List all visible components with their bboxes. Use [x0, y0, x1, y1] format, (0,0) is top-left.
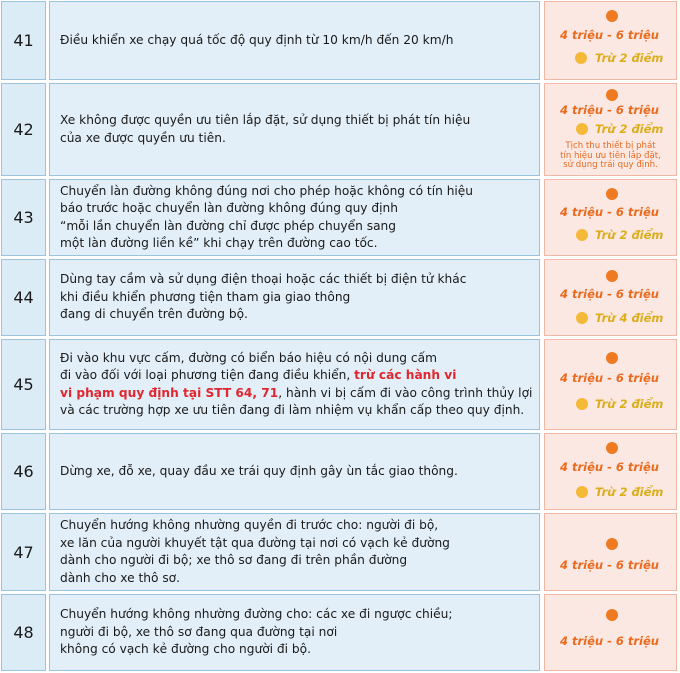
description-text-end: , hành vi bị cấm đi vào công trình thủy lợi và các trường hợp xe ưu tiên đang đi làm nhiệm vụ khẩn cấp theo quy định. — [60, 385, 533, 417]
description-text: Xe không được quyền ưu tiên lắp đặt, sử dụng thiết bị phát tín hiệu của xe được quyền ưu tiên. — [60, 113, 471, 145]
penalty-cell — [544, 594, 677, 671]
points-dot-icon — [576, 398, 588, 410]
table-row — [0, 83, 680, 176]
row-number: 43 — [1, 179, 46, 256]
penalty-cell — [544, 83, 677, 176]
points-deduction: Trừ 2 điểm — [595, 397, 664, 411]
row-number: 44 — [1, 259, 46, 336]
fine-dot-icon — [606, 352, 618, 364]
violation-description — [49, 259, 540, 336]
fine-amount: 4 triệu - 6 triệu — [560, 28, 659, 42]
penalty-cell — [544, 513, 677, 591]
row-number: 41 — [1, 1, 46, 80]
table-row — [0, 259, 680, 336]
table-row — [0, 1, 680, 80]
violation-description — [49, 1, 540, 80]
penalty-cell — [544, 433, 677, 510]
row-number: 48 — [1, 594, 46, 671]
confiscation-note: Tịch thu thiết bị phát tín hiệu ưu tiên lắp đặt, sử dụng trái quy định. — [560, 141, 661, 170]
highlighted-exception-text: trừ các hành vi vi phạm quy định tại STT 64, 71 — [60, 368, 457, 400]
violation-description — [49, 513, 540, 591]
description-text: Dừng xe, đỗ xe, quay đầu xe trái quy định gây ùn tắc giao thông. — [60, 463, 458, 478]
points-dot-icon — [576, 229, 588, 241]
description-text: Chuyển hướng không nhường đường cho: các xe đi ngược chiều; người đi bộ, xe thô sơ đang qua đường tại nơi không có vạch kẻ đường cho người đi bộ. — [60, 607, 453, 657]
points-deduction: Trừ 4 điểm — [595, 311, 664, 325]
table-row — [0, 433, 680, 510]
fine-amount: 4 triệu - 6 triệu — [560, 634, 659, 648]
violation-description — [49, 83, 540, 176]
description-text: Dùng tay cầm và sử dụng điện thoại hoặc các thiết bị điện tử khác khi điều khiển phương tiện tham gia giao thông đang di chuyển trên đường bộ. — [60, 272, 467, 322]
violation-description — [49, 179, 540, 256]
points-dot-icon — [576, 312, 588, 324]
fine-amount: 4 triệu - 6 triệu — [560, 287, 659, 301]
points-deduction: Trừ 2 điểm — [595, 228, 664, 242]
fine-amount: 4 triệu - 6 triệu — [560, 103, 659, 117]
points-deduction: Trừ 2 điểm — [595, 51, 664, 65]
description-text-start: Đi vào khu vực cấm, đường có biển báo hiệu có nội dung cấm đi vào đối với loại phương tiện đang điều khiển, — [60, 350, 437, 382]
fine-amount: 4 triệu - 6 triệu — [560, 460, 659, 474]
row-number: 42 — [1, 83, 46, 176]
points-deduction: Trừ 2 điểm — [595, 122, 664, 136]
table-row — [0, 513, 680, 591]
penalty-cell — [544, 179, 677, 256]
points-dot-icon — [576, 123, 588, 135]
points-dot-icon — [575, 52, 587, 64]
fine-dot-icon — [606, 609, 618, 621]
fine-amount: 4 triệu - 6 triệu — [560, 558, 659, 572]
fine-amount: 4 triệu - 6 triệu — [560, 371, 659, 385]
violation-description — [49, 594, 540, 671]
description-text: Chuyển hướng không nhường quyền đi trước cho: người đi bộ, xe lăn của người khuyết tật qua đường tại nơi có vạch kẻ đường dành cho người đi bộ; xe thô sơ đang đi trên phần đường dành cho xe thô sơ. — [60, 518, 450, 585]
penalty-cell — [544, 1, 677, 80]
description-text: Chuyển làn đường không đúng nơi cho phép hoặc không có tín hiệu báo trước hoặc chuyển làn đường không đúng quy định “mỗi lần chuyển làn đường chỉ được phép chuyển sang một làn đường liền kề” khi chạy trên đường cao tốc. — [60, 183, 474, 250]
row-number: 45 — [1, 339, 46, 430]
points-deduction: Trừ 2 điểm — [595, 485, 664, 499]
penalty-cell — [544, 339, 677, 430]
violation-description — [49, 339, 540, 430]
points-dot-icon — [576, 486, 588, 498]
row-number: 47 — [1, 513, 46, 591]
fine-dot-icon — [606, 89, 618, 101]
fine-dot-icon — [606, 538, 618, 550]
table-row — [0, 339, 680, 430]
fine-amount: 4 triệu - 6 triệu — [560, 205, 659, 219]
description-text — [60, 350, 532, 420]
fine-dot-icon — [606, 10, 618, 22]
table-row — [0, 179, 680, 256]
penalty-cell — [544, 259, 677, 336]
table-row — [0, 594, 680, 671]
fine-dot-icon — [606, 442, 618, 454]
fine-dot-icon — [606, 270, 618, 282]
description-text: Điều khiển xe chạy quá tốc độ quy định từ 10 km/h đến 20 km/h — [60, 32, 454, 47]
row-number: 46 — [1, 433, 46, 510]
fine-dot-icon — [606, 188, 618, 200]
violation-description — [49, 433, 540, 510]
